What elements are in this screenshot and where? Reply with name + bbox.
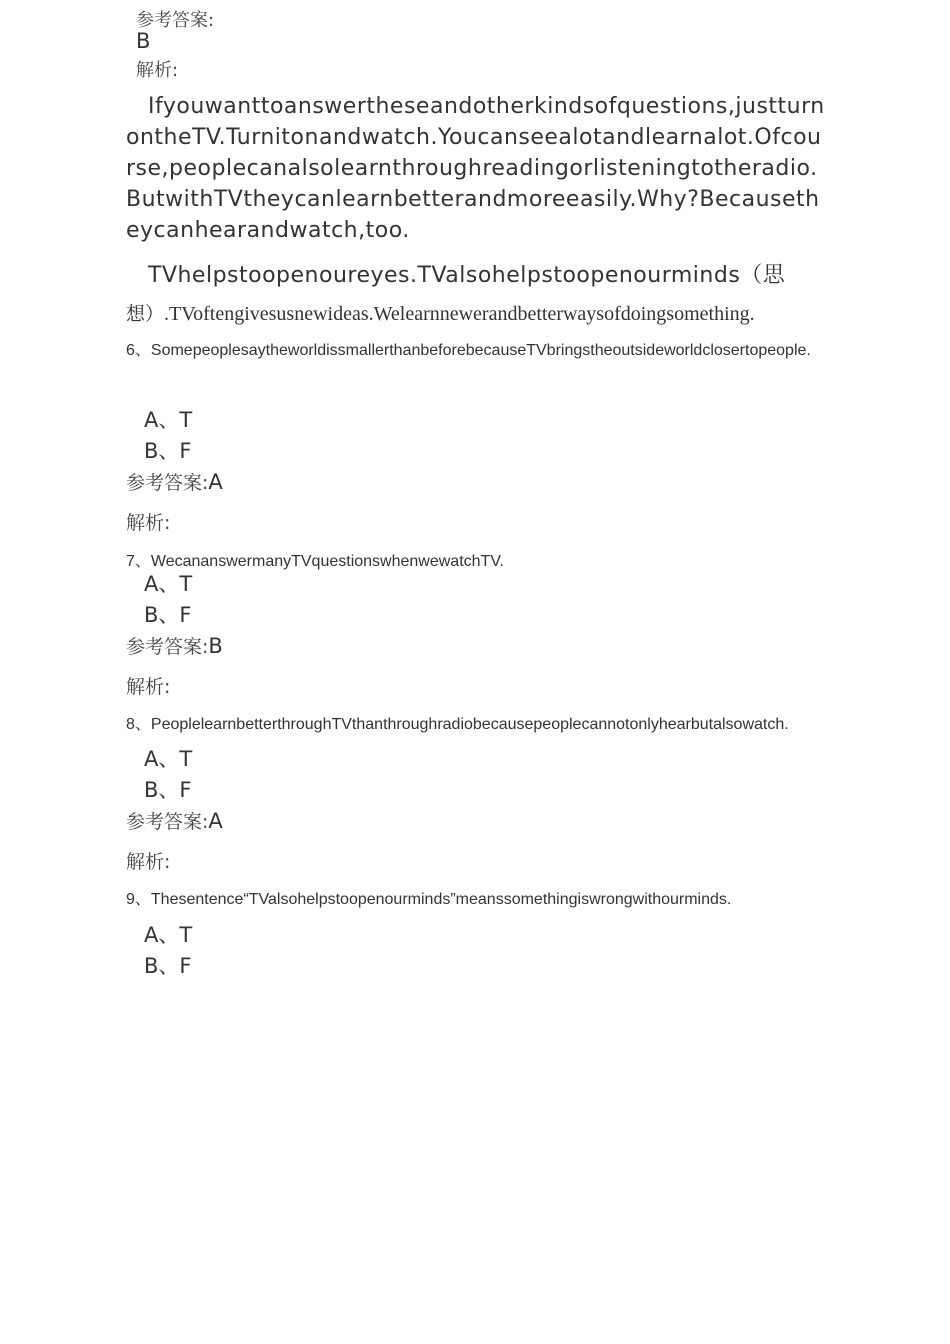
question-7-reference-label: 参考答案: <box>126 636 209 658</box>
question-7-option-b[interactable]: B、F <box>144 603 192 627</box>
question-8-option-b[interactable]: B、F <box>144 778 192 802</box>
question-6-option-a[interactable]: A、T <box>144 408 193 432</box>
question-6-option-b[interactable]: B、F <box>144 439 192 463</box>
passage-paragraph-2-line-2 <box>126 299 755 326</box>
question-8-text: 8、PeoplelearnbetterthroughTVthanthroughradiobecausepeoplecannotonlyhearbutalsowatch. <box>126 716 789 733</box>
question-7-reference-value: B <box>208 634 223 658</box>
question-7-option-a[interactable]: A、T <box>144 572 193 596</box>
analysis-label: 解析: <box>136 60 179 81</box>
question-8-analysis-label: 解析: <box>126 851 171 873</box>
question-9-option-b[interactable]: B、F <box>144 954 192 978</box>
question-8-reference-value: A <box>208 809 223 833</box>
passage-paragraph-2-cjk: 想） <box>126 303 165 325</box>
passage-paragraph-1 <box>126 91 826 246</box>
question-8-option-a[interactable]: A、T <box>144 747 193 771</box>
question-9-text: 9、Thesentence“TValsohelpstoopenourminds”meanssomethingiswrongwithourminds. <box>126 891 732 908</box>
reference-answer-label: 参考答案: <box>136 10 215 31</box>
question-8-reference-label: 参考答案: <box>126 811 209 833</box>
question-7-text: 7、WecananswermanyTVquestionswhenwewatchTV. <box>126 553 504 570</box>
passage-paragraph-1-text: Ifyouwanttoanswertheseandotherkindsofquestions,justturnontheTV.Turnitonandwatch.Youcanseealotandlearnalot.Ofcourse,peoplecanalsolearnthroughreadingorlisteningtotheradio.ButwithTVtheycanlearnbetterandmoreeasily.Why?Becausetheycanhearandwatch,too. <box>126 94 825 243</box>
passage-paragraph-2-line-1 <box>126 258 785 289</box>
question-6-analysis-label: 解析: <box>126 512 171 534</box>
question-7-analysis-label: 解析: <box>126 676 171 698</box>
question-6-reference-label: 参考答案: <box>126 472 209 494</box>
passage-paragraph-2-rest: .TVoftengivesusnewideas.Welearnnewerandbetterwaysofdoingsomething. <box>164 303 755 325</box>
passage-paragraph-2-first: TVhelpstoopenoureyes.TValsohelpstoopenourminds（思 <box>148 263 786 288</box>
question-7-reference-answer <box>126 632 223 659</box>
question-6-reference-answer <box>126 468 223 495</box>
question-8-reference-answer <box>126 807 223 834</box>
question-6-text: 6、SomepeoplesaytheworldissmallerthanbeforebecauseTVbringstheoutsideworldclosertopeople. <box>126 342 811 359</box>
reference-answer-value: B <box>136 29 151 53</box>
question-9-option-a[interactable]: A、T <box>144 923 193 947</box>
question-6-reference-value: A <box>208 470 223 494</box>
